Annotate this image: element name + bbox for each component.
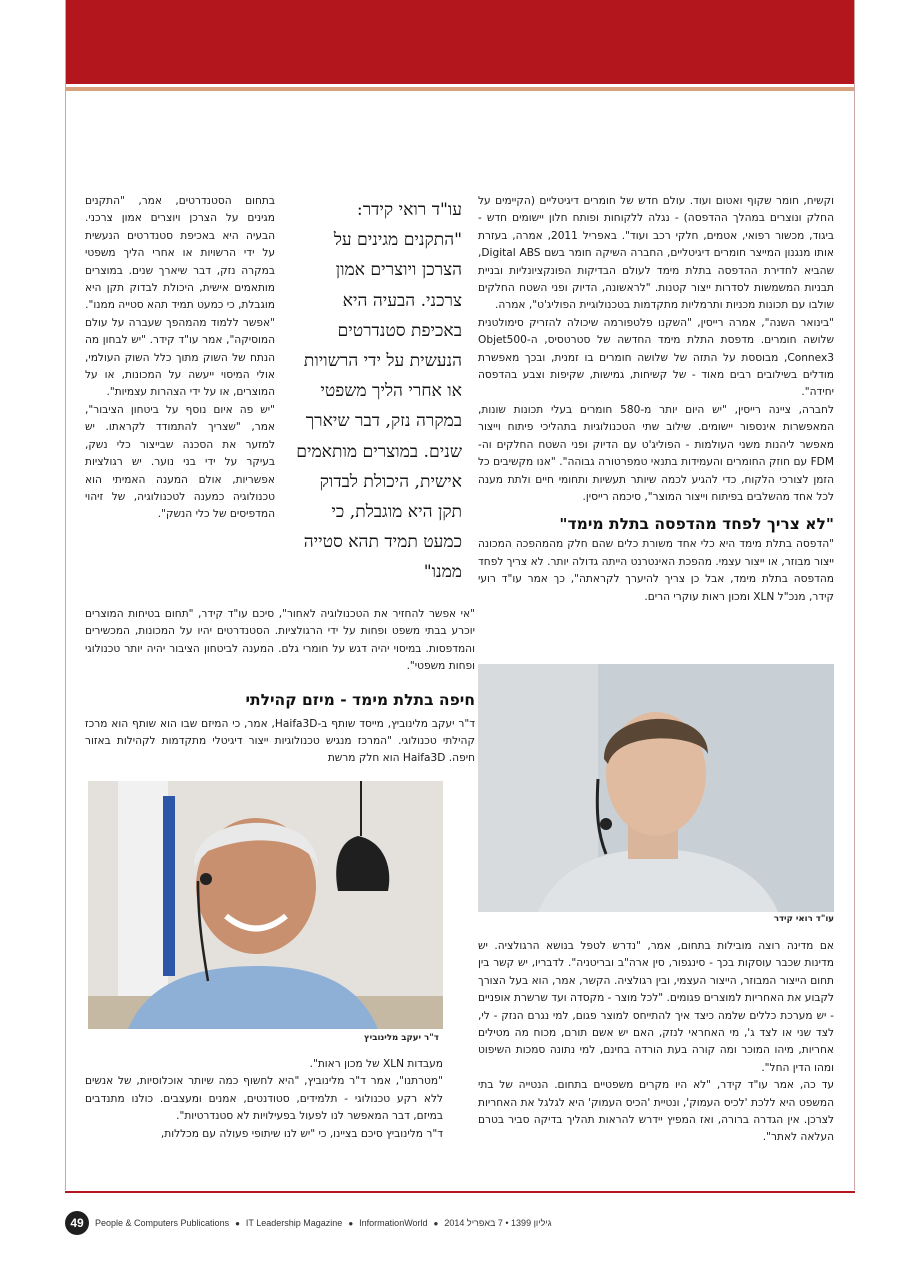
paragraph: ד"ר יעקב מלינוביץ, מייסד שותף ב-Haifa3D, אמר, כי המיזם שבו הוא שותף הוא מרכז קהילתי טכנולוגי. "המרכז מנגיש טכנולוגיות ייצור דיגיטלי מתקדמות לקהילות באזור חיפה. Haifa3D הוא חלק מרשת [85,717,475,765]
article-column-right [478,193,834,606]
header-color-band [65,0,855,84]
paragraph: "מטרתנו", אמר ד"ר מלינוביץ, "היא לחשוף כמה שיותר אוכלוסיות, של אנשים ללא רקע טכנולוגי - תלמידים, סטודנטים, אמנים ומעצבים. כולנו מתנדבים במיזם, דבר המאפשר לנו לפעול בפעילויות לא סטנדרטיות". [85,1075,443,1123]
paragraph: אם מדינה רוצה מובילות בתחום, אמר, "נדרש לטפל בנושא הרגולציה. יש מדינות שכבר עוסקות בכך - סינגפור, סין ארה"ב ובריטניה". לדבריו, יש קשר בין תחום הייצור המבוזר, הייצור העצמי, ובין רגולציה. הקשר, אמר, הוא בעל הצורך לקבוע את האחריות למוצרים פגומים. "לכל מוצר - מקסדה ועד שרשרת אופניים - יש מערכת כללים שלמה כיצד איך להתייחס למוצר פגום, למי נגרם הנזק - לי, לצד שני או לצד ג', מי האחראי לנזק, האם יש אשם תורם, מכוח מה מטילים אחריות, מיהו המוכר ומה קורה בעת הורדה בחינם, למי נתונה סמכות השיפוט ומהו הדין החל". [478,940,834,1074]
section-heading: "לא צריך לפחד מהדפסה בתלת מימד" [559,515,834,534]
page-number: 49 [65,1211,89,1235]
photo-yaakov-malinovich [88,781,443,1029]
paragraph: "יש פה איום נוסף על ביטחון הציבור", אמר, "שצריך להתמודד לקראתו. יש למזער את הסכנה שבייצור כלי נשק, בעיקר על ידי בני נוער. יש רגולציות אפשריות, אולם המענה האמיתי הוא טכנולוגיה כמענה לטכנולוגיה, של זיהוי המדפיסים של כלי הנשק". [85,403,275,521]
paragraph: בתחום הסטנדרטים, אמר, "התקנים מגינים על הצרכן ויוצרים אמון צרכני. הבעיה היא באכיפת סטנדרטים הנעשית על ידי הרשויות או אחרי הליך משפטי במקרה נזק, דבר שיארך שנים. במוצרים מותאמים אישית, היכולת לבדוק תקן היא מוגבלת, כי כמעט תמיד תהא סטייה ממנו". [85,195,275,312]
header-rule [65,87,855,91]
paragraph: וקשיח, חומר שקוף ואטום ועוד. עולם חדש של חומרים דיגיטליים (הקיימים על החלק ונוצרים במהלך ההדפסה) - נגלה ללקוחות ופותח חלון יישומים חדש - ביגוד, מכשור רפואי, אטמים, חלקי רכב ועוד". באפריל 2011, אמרה, בעזרת אותו מנגנון המייצר חומרים דיגיטליים, החברה השיקה חומר בשם Digital ABS, שהביא לחדירת ההדפסה בתלת מימד לעולם הבדיקות הפונקציונליות ובניית תבניות המשמשות לסדרות ייצור קטנות. "לראשונה, הדיוק ופני השטח החלקים שולבו עם תכונות מכניות ותרמליות מתקדמות בטכנולוגיית הפוליג'ט", אמרה. [478,195,835,312]
page-border-right [854,0,855,1190]
paragraph: עד כה, אמר עו"ד קידר, "לא היו מקרים משפטיים בתחום. הנטייה של בתי המשפט היא ללכת 'לכיס העמוק', ונטיית 'הכיס העמוק' היא לגלגל את האחריות לצרכן. אין הגדרה ברורה, ואז המפיץ יידרש להראות תהליך בדיקה סביר בטרם העלאה לאתר". [478,1079,834,1144]
article-column-middle-lower [85,1056,443,1143]
photo-caption: ד"ר יעקב מלינוביץ [364,1033,439,1043]
separator-dot: ● [348,1218,354,1228]
paragraph: "אי אפשר להחזיר את הטכנולוגיה לאחור", סיכם עו"ד קידר, "תחום בטיחות המוצרים יוכרע בבתי משפט ופחות על ידי הרגולציות. הסטנדרטים יהיו על המכונות, המכשירים והמדפסות. במיסוי יהיה דגש על חומרי גלם. המענה לביטחון הציבור יהיה יותר טכנולוגי ופחות משפטי". [85,608,475,673]
photo-roi-kedar [478,664,834,912]
section-heading: חיפה בתלת מימד - מיזם קהילתי [245,690,475,709]
article-column-right-lower [478,938,834,1147]
paragraph: מעבדות XLN של מכון ראות". [309,1058,443,1070]
paragraph: לחברה, ציינה רייסין, "יש היום יותר מ-580 חומרים בעלי תכונות שונות, המאפשרות אינספור יישומים. שילוב שתי הטכנולוגיות בתהליכי פיתוח וייצור מאפשר ליהנות משני העולמות - הפוליג'ט עם הדיוק ופני השטח החלקים וה-FDM עם חוזק החומרים והעמידות בתנאי טמפרטורה גבוהה". "אנו מקשיבים כל הזמן לצורכי הלקוח, כדי להגיע לכמה שיותר תעשיות ותחומי חיים ולתת מענה לכל אחד מהשלבים בפיתוח וייצור המוצר", סיכמה רייסין. [478,403,834,503]
separator-dot: ● [235,1218,240,1228]
paragraph: ד"ר מלינוביץ סיכם בציינו, כי "יש לנו שיתופי פעולה עם מכללות, [160,1127,443,1140]
footer-rule [65,1191,855,1193]
paragraph: "אפשר ללמוד מהמהפך שעברה על עולם המוסיקה", אמר עו"ד קידר. "יש לבחון מה הנתח של השוק מתוך כלל השוק העולמי, אולי המיסוי ייעשה על המכונות, או על המוצרים, או על ידי הצהרות עצמיות". [85,316,275,399]
photo-caption: עו"ד רואי קידר [773,914,834,924]
paragraph: "הדפסה בתלת מימד היא כלי אחד משורת כלים שהם חלק מהמהפכה המכונה ייצור מבוזר, או ייצור עצמי. מהפכת האינטרנט הייתה גדולה יותר. לא צריך לפחד מהדפסה בתלת מימד, אבל כן צריך להיערך לקראתה", כך אמר עו"ד רועי קידר, מנכ"ל XLN ומכון ראות עוקרי הרים. [478,538,834,603]
publisher-name: People & Computers Publications [95,1218,230,1228]
separator-dot: ● [433,1218,439,1228]
magazine-name: IT Leadership Magazine [245,1218,343,1228]
page-border-left [65,0,66,1190]
pull-quote: עו"ד רואי קידר: "התקנים מגינים על הצרכן ויוצרים אמון צרכני. הבעיה היא באכיפת סטנדרטים הנעשית על ידי הרשויות או אחרי הליך משפטי במקרה נזק, דבר שיארך שנים. במוצרים מותאמים אישית, היכולת לבדוק תקן היא מוגבלת, כי כמעט תמיד תהא סטייה ממנו" [296,200,462,583]
article-column-left [85,193,275,524]
article-column-middle [85,606,475,768]
issue-info: גיליון 1399 • 7 באפריל 2014 [444,1218,552,1228]
page-footer [65,1209,765,1237]
magazine-name: InformationWorld [359,1218,428,1228]
paragraph: "בינואר השנה", אמרה רייסין, "השקנו פלטפורמה שיכולה להזריק סימולטנית שלושה חומרים. מדפסת התלת מימד החדשה של סטרטסיס, ה-Objet500 Connex3, מבוססת על התזה של שלושה חומרים בו זמנית, ובכך מאפשרת מודלים בשילובים רבים מאוד - של קשיחות, גמישות, שקיפות וצבע בהדפסה יחידה". [478,316,834,399]
